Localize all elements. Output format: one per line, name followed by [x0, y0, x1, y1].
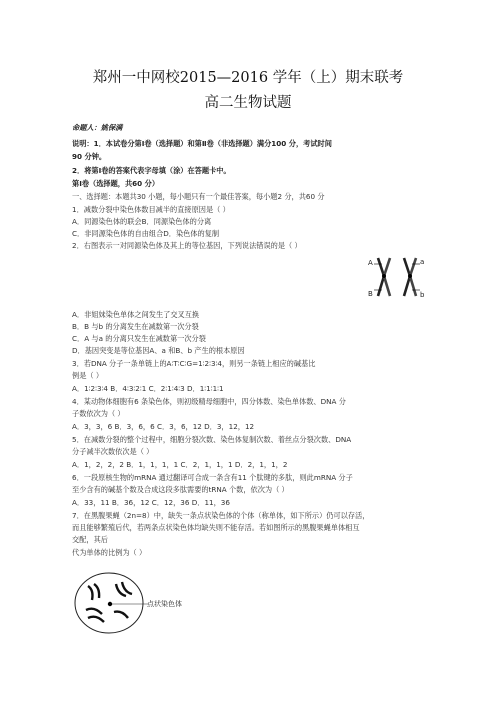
q5-stem-cont: 分子减半次数依次是（ ） [72, 447, 154, 456]
q7-stem-cont3: 代为单体的比例为（ ） [72, 548, 147, 557]
q2-option-b: B．B 与b 的分离发生在减数第一次分裂 [72, 322, 199, 331]
instruction-1: 说明：1．本试卷分第Ⅰ卷（选择题）和第Ⅱ卷（非选择题）满分100 分，考试时间 [72, 139, 332, 148]
instruction-2: 90 分钟。 [72, 152, 107, 161]
q1-option-ab: A．同源染色体的联会B．同源染色体的分离 [72, 217, 212, 226]
q5-stem: 5．在减数分裂的整个过程中，细胞分裂次数、染色体复制次数、着丝点分裂次数、DNA [72, 435, 352, 444]
exam-title: 郑州一中网校2015—2016 学年（上）期末联考 [92, 70, 404, 86]
q3-stem: 3．若DNA 分子一条单链上的A∶T∶C∶G=1∶2∶3∶4，则另一条链上相应的碱基比 [72, 359, 316, 368]
q2-option-a: A．非姐妹染色单体之间发生了交叉互换 [72, 310, 200, 319]
q3-stem-cont: 例是（ ） [72, 371, 104, 380]
q2-stem: 2．右图表示一对同源染色体及其上的等位基因，下列说法错误的是（ ） [72, 241, 302, 250]
q2-option-c: C．A 与a 的分离只发生在减数第一次分裂 [72, 334, 206, 343]
q2-option-d: D．基因突变是等位基因A、a 和B、b 产生的根本原因 [72, 346, 245, 355]
drosophila-karyotype-figure [72, 570, 148, 636]
section-heading: 第Ⅰ卷（选择题，共60 分） [72, 179, 160, 188]
q7-stem-cont: 而且能够繁殖后代，若两条点状染色体均缺失则不能存活。若如图所示的黑腹果蝇单体相互 [72, 523, 360, 532]
q6-options: A．33，11 B．36，12 C．12，36 D．11，36 [72, 498, 230, 507]
q7-stem-cont2: 交配，其后 [72, 535, 108, 544]
exam-subtitle: 高二生物试题 [204, 95, 292, 111]
q4-options: A．3，3，6 B．3，6，6 C．3，6，12 D．3，12，12 [72, 422, 255, 431]
q1-stem: 1．减数分裂中染色体数目减半的直接原因是（ ） [72, 205, 230, 214]
q3-options: A．1∶2∶3∶4 B．4∶3∶2∶1 C．2∶1∶4∶3 D．1∶1∶1∶1 [72, 384, 224, 393]
figure-label-a: a [420, 258, 425, 266]
instruction-3: 2．将第Ⅰ卷的答案代表字母填（涂）在答题卡中。 [72, 166, 231, 175]
figure-label-b: b [420, 291, 425, 299]
q4-stem: 4．某动物体细胞有6 条染色体，则初级精母细胞中，四分体数、染色单体数、DNA 分 [72, 397, 346, 406]
q7-stem: 7．在黑腹果蝇（2n=8）中，缺失一条点状染色体的个体（称单体，如下所示）仍可以存活， [72, 511, 370, 520]
section-intro: 一、选择题：本题共30 小题，每小题只有一个最佳答案，每小题2 分，共60 分 [72, 192, 325, 201]
q5-options: A．1，2，2，2 B．1，1，1，1 C．2，1，1，1 D．2，1，1，2 [72, 460, 288, 469]
q1-option-cd: C．非同源染色体的自由组合D．染色体的复制 [72, 229, 220, 238]
q4-stem-cont: 子数依次为（ ） [72, 409, 125, 418]
q6-stem-cont: 至少含有的碱基个数及合成这段多肽需要的tRNA 个数，依次为（ ） [72, 485, 289, 494]
author-line: 命题人：姚保满 [72, 123, 123, 132]
q6-stem: 6．一段原核生物的mRNA 通过翻译可合成一条含有11 个肽键的多肽，则此mRNA 分子 [72, 473, 353, 482]
figure-label-A: A [368, 259, 373, 267]
homologous-chromosome-figure [368, 252, 428, 302]
dot-chromosome-label: 点状染色体 [147, 600, 182, 608]
figure-label-B: B [368, 290, 373, 298]
